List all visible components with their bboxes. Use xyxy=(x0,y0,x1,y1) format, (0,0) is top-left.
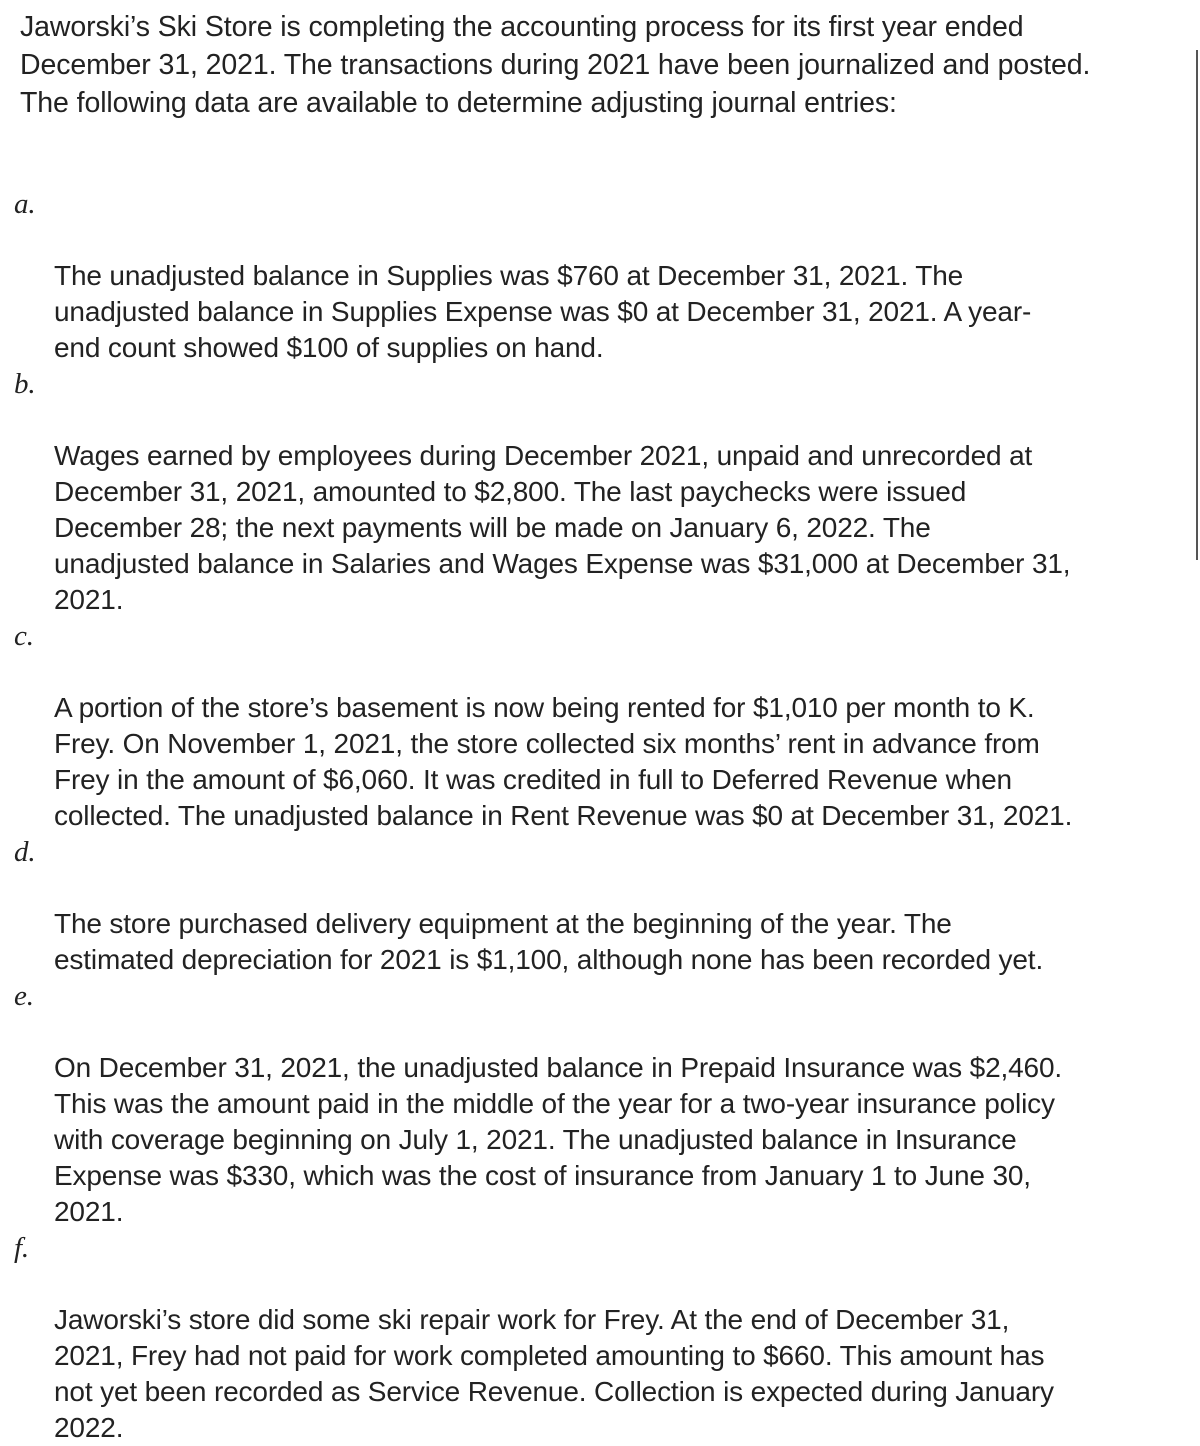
item-text: The unadjusted balance in Supplies was $760 at December 31, 2021. The unadjusted balance in Supplies Expense was $0 at December 31, 2021. A year- end count showed $100 of supplies on hand. xyxy=(54,260,1032,363)
item-text: The store purchased delivery equipment at the beginning of the year. The estimated depreciation for 2021 is $1,100, although none has been recorded yet. xyxy=(54,908,1044,975)
item-text: On December 31, 2021, the unadjusted balance in Prepaid Insurance was $2,460. This was the amount paid in the middle of the year for a two-year insurance policy with coverage beginning on July 1, 2021. The unadjusted balance in Insurance Expense was $330, which was the cost of insurance from January 1 to June 30, 2021. xyxy=(54,1052,1063,1227)
item-text: Jaworski’s store did some ski repair work for Frey. At the end of December 31, 2021, Frey had not paid for work completed amounting to $660. This amount has not yet been recorded as Service Revenue. Collection is expected during January 2022. xyxy=(54,1304,1054,1443)
list-item-b xyxy=(0,366,1196,618)
intro-paragraph: Jaworski’s Ski Store is completing the accounting process for its first year ended December 31, 2021. The transactions during 2021 have been journalized and posted. The following data are available to determine adjusting journal entries: xyxy=(20,11,1091,119)
list-item-d xyxy=(0,834,1196,978)
item-marker: d. xyxy=(14,836,36,868)
item-text: Wages earned by employees during December 2021, unpaid and unrecorded at December 31, 2021, amounted to $2,800. The last paychecks were issued December 28; the next payments will be made on January 6, 2022. The unadjusted balance in Salaries and Wages Expense was $31,000 at December 31, 2021. xyxy=(54,440,1071,615)
item-marker: a. xyxy=(14,188,36,220)
adjustment-list xyxy=(0,186,1200,1446)
list-item-a xyxy=(0,186,1196,366)
item-text: A portion of the store’s basement is now being rented for $1,010 per month to K. Frey. On November 1, 2021, the store collected six months’ rent in advance from Frey in the amount of $6,060. It was credited in full to Deferred Revenue when collected. The unadjusted balance in Rent Revenue was $0 at December 31, 2021. xyxy=(54,692,1073,831)
list-item-c xyxy=(0,618,1196,834)
item-marker: f. xyxy=(14,1232,30,1264)
item-marker: b. xyxy=(14,368,36,400)
list-item-f xyxy=(0,1230,1196,1446)
list-item-e xyxy=(0,978,1196,1230)
item-marker: c. xyxy=(14,620,34,652)
item-marker: e. xyxy=(14,980,34,1012)
